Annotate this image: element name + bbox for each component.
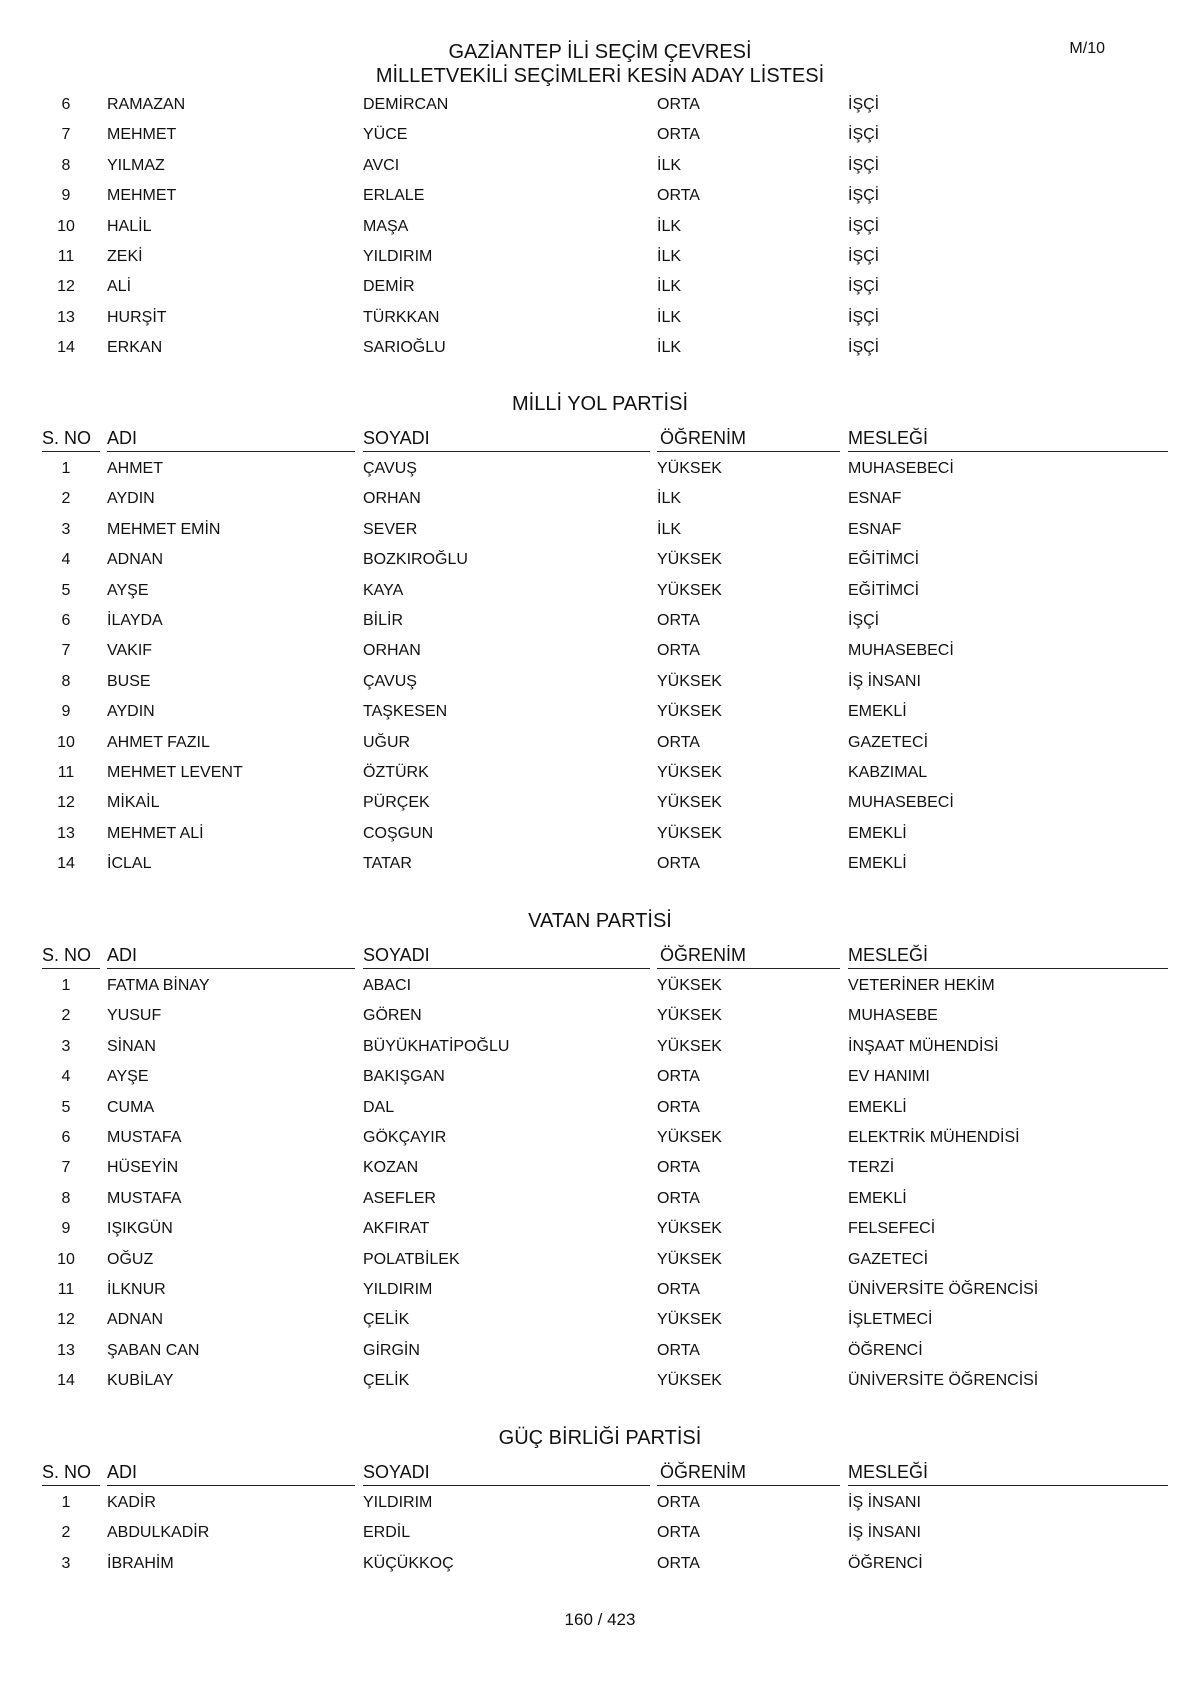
candidate-number: 4 xyxy=(61,1068,71,1086)
candidate-surname: DEMİR xyxy=(363,278,415,296)
table-row xyxy=(0,217,1200,247)
candidate-profession: İŞÇİ xyxy=(848,187,880,205)
candidate-profession: ESNAF xyxy=(848,490,902,508)
candidate-education: ORTA xyxy=(657,1341,700,1359)
candidate-number: 9 xyxy=(61,187,71,205)
candidate-name: KADİR xyxy=(107,1494,156,1511)
candidate-education: ORTA xyxy=(657,96,700,113)
table-row xyxy=(0,1523,1200,1553)
candidate-name: MEHMET ALİ xyxy=(107,824,204,842)
candidate-number: 1 xyxy=(61,977,71,994)
candidate-education: YÜKSEK xyxy=(657,1037,722,1055)
candidate-surname: KAYA xyxy=(363,581,404,599)
candidate-education: ORTA xyxy=(657,733,700,751)
candidate-surname: KOZAN xyxy=(363,1159,419,1177)
candidate-education: YÜKSEK xyxy=(657,977,722,994)
candidate-profession: EMEKLİ xyxy=(848,824,907,842)
table-row xyxy=(0,1006,1200,1036)
table-row xyxy=(0,247,1200,277)
candidate-surname: GÖKÇAYIR xyxy=(363,1129,447,1146)
candidate-name: OĞUZ xyxy=(107,1250,154,1268)
header-underline xyxy=(42,451,100,452)
title-line-2: MİLLETVEKİLİ SEÇİMLERİ KESİN ADAY LİSTESİ xyxy=(375,65,825,87)
candidate-number: 3 xyxy=(61,1037,71,1055)
table-row xyxy=(0,520,1200,550)
table-row xyxy=(0,672,1200,702)
table-header xyxy=(0,427,1200,451)
candidate-surname: YILDIRIM xyxy=(363,1281,433,1298)
table-row xyxy=(0,641,1200,671)
candidate-education: ORTA xyxy=(657,642,700,660)
candidate-surname: ÖZTÜRK xyxy=(363,764,429,781)
candidate-number: 3 xyxy=(61,1554,71,1572)
candidate-number: 13 xyxy=(57,824,75,842)
table-row xyxy=(0,1371,1200,1401)
candidate-number: 9 xyxy=(61,1220,71,1238)
table-row xyxy=(0,156,1200,186)
candidate-surname: KÜÇÜKKOÇ xyxy=(363,1554,454,1572)
candidate-education: YÜKSEK xyxy=(657,764,722,781)
candidate-name: SİNAN xyxy=(107,1037,156,1055)
table-row xyxy=(0,1037,1200,1067)
candidate-profession: İŞ İNSANI xyxy=(848,672,921,690)
candidate-name: MEHMET LEVENT xyxy=(107,764,243,781)
header-underline xyxy=(363,451,650,452)
table-row xyxy=(0,763,1200,793)
candidate-education: İLK xyxy=(657,217,682,235)
table-row xyxy=(0,1493,1200,1523)
header-profession: MESLEĞİ xyxy=(848,428,929,448)
candidate-number: 11 xyxy=(57,764,75,781)
table-row xyxy=(0,1219,1200,1249)
party-title: MİLLİ YOL PARTİSİ xyxy=(512,393,688,415)
candidate-number: 13 xyxy=(57,1341,75,1359)
header-profession: MESLEĞİ xyxy=(848,945,929,965)
candidate-surname: PÜRÇEK xyxy=(363,794,430,812)
table-row xyxy=(0,308,1200,338)
table-row xyxy=(0,824,1200,854)
candidate-number: 2 xyxy=(61,1007,71,1025)
candidate-name: ABDULKADİR xyxy=(107,1524,210,1542)
candidate-education: YÜKSEK xyxy=(657,460,722,477)
candidate-name: HALİL xyxy=(107,217,152,235)
table-row xyxy=(0,1250,1200,1280)
table-row xyxy=(0,338,1200,368)
candidate-surname: ERDİL xyxy=(363,1524,411,1542)
candidate-surname: ÇAVUŞ xyxy=(363,460,417,477)
candidate-education: ORTA xyxy=(657,1159,700,1177)
table-row xyxy=(0,733,1200,763)
candidate-surname: ABACI xyxy=(363,977,412,994)
candidate-profession: İŞÇİ xyxy=(848,308,880,326)
candidate-name: MEHMET xyxy=(107,187,177,205)
table-header xyxy=(0,1461,1200,1485)
candidate-profession: İŞÇİ xyxy=(848,612,880,629)
candidate-profession: GAZETECİ xyxy=(848,1250,929,1268)
candidate-surname: MAŞA xyxy=(363,217,409,235)
candidate-number: 10 xyxy=(57,217,75,235)
candidate-profession: MUHASEBECİ xyxy=(848,642,954,660)
candidate-profession: İŞÇİ xyxy=(848,96,880,113)
candidate-education: ORTA xyxy=(657,1524,700,1542)
header-underline xyxy=(657,1485,840,1486)
candidate-name: ADNAN xyxy=(107,1311,164,1329)
candidate-number: 6 xyxy=(61,96,71,113)
candidate-number: 11 xyxy=(57,248,75,265)
candidate-surname: DAL xyxy=(363,1098,395,1116)
candidate-number: 3 xyxy=(61,520,71,538)
candidate-surname: ÇAVUŞ xyxy=(363,672,417,690)
header-underline xyxy=(848,1485,1168,1486)
candidate-number: 7 xyxy=(61,1159,71,1177)
candidate-name: AHMET FAZIL xyxy=(107,733,210,751)
table-row xyxy=(0,125,1200,155)
candidate-education: ORTA xyxy=(657,855,700,873)
candidate-education: İLK xyxy=(657,278,682,296)
candidate-number: 5 xyxy=(61,581,71,599)
candidate-name: HÜSEYİN xyxy=(107,1159,179,1177)
table-row xyxy=(0,277,1200,307)
header-underline xyxy=(107,968,355,969)
table-row xyxy=(0,550,1200,580)
candidate-profession: İŞLETMECİ xyxy=(848,1311,933,1329)
header-underline xyxy=(363,968,650,969)
candidate-name: İLKNUR xyxy=(107,1281,166,1298)
candidate-number: 1 xyxy=(61,1494,71,1511)
table-row xyxy=(0,1158,1200,1188)
candidate-profession: MUHASEBECİ xyxy=(848,460,954,477)
title-line-1: GAZİANTEP İLİ SEÇİM ÇEVRESİ xyxy=(448,41,752,63)
candidate-number: 8 xyxy=(61,672,71,690)
header-surname: SOYADI xyxy=(363,945,430,965)
table-row xyxy=(0,1341,1200,1371)
candidate-education: ORTA xyxy=(657,1098,700,1116)
candidate-education: İLK xyxy=(657,339,682,357)
candidate-name: AYDIN xyxy=(107,703,155,721)
candidate-number: 13 xyxy=(57,308,75,326)
candidate-surname: ÇELİK xyxy=(363,1311,410,1329)
candidate-name: ERKAN xyxy=(107,339,163,357)
page-code: M/10 xyxy=(1069,40,1105,57)
candidate-surname: DEMİRCAN xyxy=(363,96,449,113)
table-row xyxy=(0,702,1200,732)
candidate-profession: İŞÇİ xyxy=(848,339,880,357)
candidate-surname: BİLİR xyxy=(363,612,404,629)
header-surname: SOYADI xyxy=(363,428,430,448)
candidate-surname: ÇELİK xyxy=(363,1372,410,1390)
candidate-number: 6 xyxy=(61,612,71,629)
table-row xyxy=(0,976,1200,1006)
candidate-profession: İŞÇİ xyxy=(848,126,880,144)
candidate-name: ADNAN xyxy=(107,551,164,569)
candidate-name: MEHMET EMİN xyxy=(107,520,221,538)
candidate-number: 2 xyxy=(61,490,71,508)
candidate-surname: GİRGİN xyxy=(363,1341,420,1359)
candidate-surname: ERLALE xyxy=(363,187,425,205)
header-underline xyxy=(363,1485,650,1486)
candidate-profession: EMEKLİ xyxy=(848,1189,907,1207)
candidate-name: ZEKİ xyxy=(107,248,143,265)
header-education: ÖĞRENİM xyxy=(660,1462,747,1482)
candidate-education: İLK xyxy=(657,308,682,326)
candidate-surname: AVCI xyxy=(363,156,400,174)
candidate-number: 12 xyxy=(57,278,75,296)
table-row xyxy=(0,1554,1200,1584)
candidate-name: ŞABAN CAN xyxy=(107,1341,200,1359)
header-profession: MESLEĞİ xyxy=(848,1462,929,1482)
candidate-education: ORTA xyxy=(657,1494,700,1511)
header-underline xyxy=(42,968,100,969)
header-surname: SOYADI xyxy=(363,1462,430,1482)
candidate-surname: ORHAN xyxy=(363,490,421,508)
candidate-profession: İŞÇİ xyxy=(848,248,880,265)
candidate-profession: ÖĞRENCİ xyxy=(848,1554,923,1572)
candidate-surname: YILDIRIM xyxy=(363,1494,433,1511)
candidate-number: 7 xyxy=(61,126,71,144)
candidate-name: FATMA BİNAY xyxy=(107,977,210,994)
party-title: VATAN PARTİSİ xyxy=(528,910,672,932)
candidate-surname: ASEFLER xyxy=(363,1189,436,1207)
header-no: S. NO xyxy=(42,945,92,965)
table-row xyxy=(0,459,1200,489)
candidate-surname: YILDIRIM xyxy=(363,248,433,265)
table-row xyxy=(0,489,1200,519)
candidate-profession: İŞ İNSANI xyxy=(848,1524,921,1542)
candidate-surname: BÜYÜKHATİPOĞLU xyxy=(363,1037,510,1055)
candidate-education: İLK xyxy=(657,248,682,265)
candidate-surname: AKFIRAT xyxy=(363,1220,430,1238)
header-underline xyxy=(848,968,1168,969)
candidate-number: 10 xyxy=(57,1250,75,1268)
table-row xyxy=(0,1128,1200,1158)
candidate-number: 2 xyxy=(61,1524,71,1542)
header-education: ÖĞRENİM xyxy=(660,428,747,448)
candidate-profession: ÖĞRENCİ xyxy=(848,1341,923,1359)
candidate-number: 14 xyxy=(57,339,75,357)
candidate-name: MEHMET xyxy=(107,126,177,144)
header-underline xyxy=(107,1485,355,1486)
header-education: ÖĞRENİM xyxy=(660,945,747,965)
candidate-profession: ELEKTRİK MÜHENDİSİ xyxy=(848,1129,1020,1146)
table-row xyxy=(0,1189,1200,1219)
candidate-education: YÜKSEK xyxy=(657,1007,722,1025)
candidate-education: İLK xyxy=(657,490,682,508)
candidate-number: 5 xyxy=(61,1098,71,1116)
candidate-education: ORTA xyxy=(657,1281,700,1298)
candidate-name: İLAYDA xyxy=(107,612,163,629)
table-row xyxy=(0,186,1200,216)
candidate-education: YÜKSEK xyxy=(657,551,722,569)
candidate-number: 7 xyxy=(61,642,71,660)
candidate-name: ALİ xyxy=(107,278,132,296)
candidate-number: 9 xyxy=(61,703,71,721)
table-row xyxy=(0,1067,1200,1097)
candidate-surname: SARIOĞLU xyxy=(363,339,446,357)
table-row xyxy=(0,1280,1200,1310)
candidate-profession: İNŞAAT MÜHENDİSİ xyxy=(848,1037,999,1055)
candidate-name: MUSTAFA xyxy=(107,1189,182,1207)
candidate-education: İLK xyxy=(657,156,682,174)
candidate-profession: EĞİTİMCİ xyxy=(848,551,920,569)
candidate-profession: EĞİTİMCİ xyxy=(848,581,920,599)
candidate-name: AYŞE xyxy=(107,1068,149,1086)
candidate-education: YÜKSEK xyxy=(657,794,722,812)
candidate-profession: VETERİNER HEKİM xyxy=(848,977,995,994)
header-name: ADI xyxy=(107,428,138,448)
header-no: S. NO xyxy=(42,428,92,448)
candidate-number: 11 xyxy=(57,1281,75,1298)
candidate-education: ORTA xyxy=(657,126,700,144)
candidate-number: 1 xyxy=(61,460,71,477)
candidate-education: ORTA xyxy=(657,612,700,629)
candidate-education: ORTA xyxy=(657,1554,700,1572)
candidate-number: 14 xyxy=(57,855,75,873)
candidate-profession: GAZETECİ xyxy=(848,733,929,751)
header-underline xyxy=(107,451,355,452)
candidate-name: CUMA xyxy=(107,1098,155,1116)
candidate-number: 8 xyxy=(61,1189,71,1207)
candidate-number: 4 xyxy=(61,551,71,569)
party-title: GÜÇ BİRLİĞİ PARTİSİ xyxy=(498,1427,702,1449)
header-underline xyxy=(657,968,840,969)
candidate-surname: POLATBİLEK xyxy=(363,1250,460,1268)
candidate-profession: MUHASEBE xyxy=(848,1007,938,1025)
candidate-profession: İŞÇİ xyxy=(848,156,880,174)
candidate-education: YÜKSEK xyxy=(657,581,722,599)
candidate-name: MİKAİL xyxy=(107,794,160,812)
candidate-surname: SEVER xyxy=(363,520,418,538)
candidate-surname: BAKIŞGAN xyxy=(363,1068,445,1086)
table-row xyxy=(0,581,1200,611)
table-row xyxy=(0,95,1200,125)
header-underline xyxy=(848,451,1168,452)
header-underline xyxy=(657,451,840,452)
header-underline xyxy=(42,1485,100,1486)
candidate-profession: TERZİ xyxy=(848,1159,895,1177)
candidate-surname: ORHAN xyxy=(363,642,421,660)
candidate-surname: YÜCE xyxy=(363,126,408,144)
candidate-education: ORTA xyxy=(657,1189,700,1207)
candidate-profession: EMEKLİ xyxy=(848,855,907,873)
page-title xyxy=(0,40,1200,88)
table-row xyxy=(0,854,1200,884)
candidate-education: YÜKSEK xyxy=(657,672,722,690)
candidate-name: VAKIF xyxy=(107,642,153,660)
candidate-name: AYŞE xyxy=(107,581,149,599)
page-number: 160 / 423 xyxy=(564,1610,636,1629)
table-row xyxy=(0,793,1200,823)
candidate-number: 6 xyxy=(61,1129,71,1146)
table-row xyxy=(0,1098,1200,1128)
candidate-profession: İŞ İNSANI xyxy=(848,1494,921,1511)
candidate-profession: İŞÇİ xyxy=(848,217,880,235)
candidate-number: 12 xyxy=(57,1311,75,1329)
candidate-name: AHMET xyxy=(107,460,163,477)
candidate-profession: EMEKLİ xyxy=(848,1098,907,1116)
candidate-education: YÜKSEK xyxy=(657,1129,722,1146)
header-no: S. NO xyxy=(42,1462,92,1482)
candidate-name: AYDIN xyxy=(107,490,155,508)
candidate-profession: EV HANIMI xyxy=(848,1068,930,1086)
candidate-name: İBRAHİM xyxy=(107,1554,174,1572)
candidate-name: HURŞİT xyxy=(107,308,167,326)
candidate-profession: FELSEFECİ xyxy=(848,1220,936,1238)
candidate-profession: ÜNİVERSİTE ÖĞRENCİSİ xyxy=(848,1372,1039,1390)
candidate-number: 12 xyxy=(57,794,75,812)
table-row xyxy=(0,611,1200,641)
header-name: ADI xyxy=(107,945,138,965)
header-name: ADI xyxy=(107,1462,138,1482)
candidate-number: 14 xyxy=(57,1372,75,1390)
candidate-name: MUSTAFA xyxy=(107,1129,182,1146)
candidate-surname: UĞUR xyxy=(363,733,411,751)
candidate-education: YÜKSEK xyxy=(657,1220,722,1238)
candidate-surname: BOZKIROĞLU xyxy=(363,551,468,569)
candidate-name: RAMAZAN xyxy=(107,96,186,113)
candidate-surname: TAŞKESEN xyxy=(363,703,448,721)
candidate-education: YÜKSEK xyxy=(657,1372,722,1390)
candidate-profession: MUHASEBECİ xyxy=(848,794,954,812)
candidate-education: YÜKSEK xyxy=(657,703,722,721)
candidate-name: BUSE xyxy=(107,672,151,690)
candidate-education: YÜKSEK xyxy=(657,1250,722,1268)
candidate-surname: TATAR xyxy=(363,855,412,873)
candidate-name: IŞIKGÜN xyxy=(107,1220,173,1238)
candidate-education: ORTA xyxy=(657,1068,700,1086)
candidate-profession: ESNAF xyxy=(848,520,902,538)
candidate-education: YÜKSEK xyxy=(657,824,722,842)
candidate-name: İCLAL xyxy=(107,855,152,873)
candidate-surname: COŞGUN xyxy=(363,824,434,842)
candidate-number: 8 xyxy=(61,156,71,174)
candidate-number: 10 xyxy=(57,733,75,751)
candidate-profession: EMEKLİ xyxy=(848,703,907,721)
candidate-profession: KABZIMAL xyxy=(848,764,928,781)
candidate-surname: GÖREN xyxy=(363,1007,422,1025)
table-row xyxy=(0,1310,1200,1340)
candidate-name: YILMAZ xyxy=(107,156,165,174)
candidate-education: YÜKSEK xyxy=(657,1311,722,1329)
candidate-surname: TÜRKKAN xyxy=(363,308,440,326)
candidate-profession: ÜNİVERSİTE ÖĞRENCİSİ xyxy=(848,1281,1039,1298)
candidate-education: İLK xyxy=(657,520,682,538)
candidate-profession: İŞÇİ xyxy=(848,278,880,296)
candidate-name: YUSUF xyxy=(107,1007,162,1025)
table-header xyxy=(0,944,1200,968)
candidate-education: ORTA xyxy=(657,187,700,205)
candidate-name: KUBİLAY xyxy=(107,1372,174,1390)
